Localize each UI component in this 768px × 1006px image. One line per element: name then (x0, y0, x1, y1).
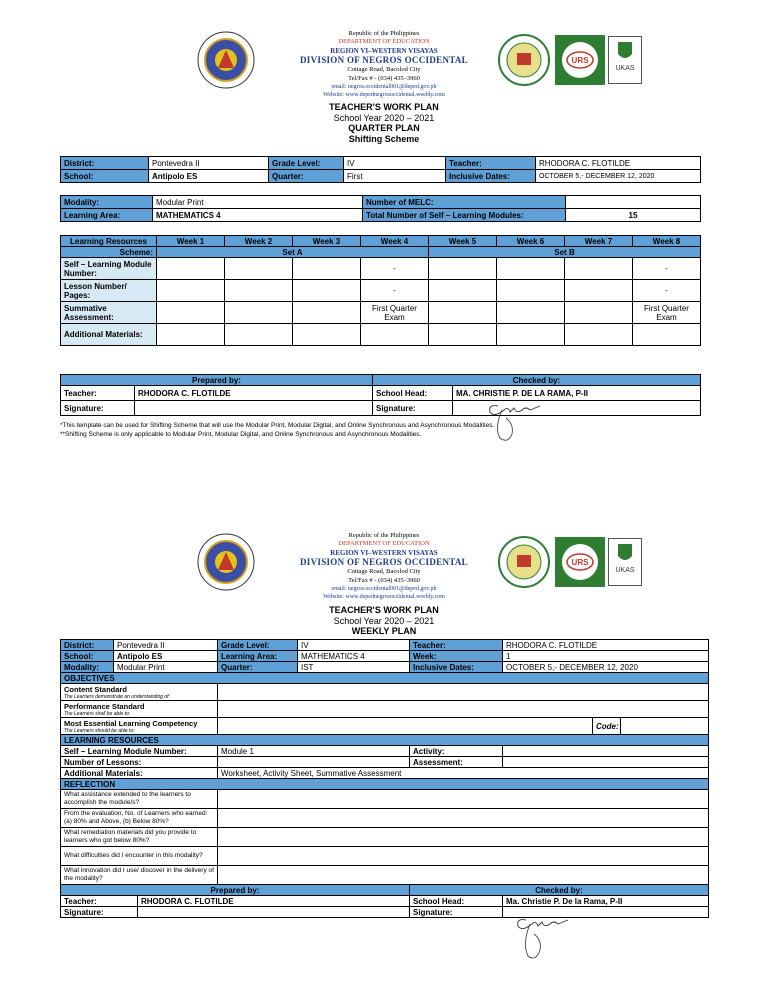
row-label: Self – Learning Module Number: (61, 258, 157, 280)
content-standard-value (218, 684, 709, 701)
assessment-value (503, 757, 709, 768)
content-standard-hint: The Learners demonstrate an understanding of: (64, 693, 170, 700)
footnote-1: *This template can be used for Shifting Scheme that will use the Modular Print, Modular Digital, and Online Synchronous and Asynchronous Modalities. (60, 422, 495, 429)
checked-by-header: Checked by: (410, 885, 709, 896)
reflection-answer (218, 847, 709, 866)
melc-hint: The Learners should be able to: (64, 727, 135, 734)
checked-by-header: Checked by: (373, 375, 701, 386)
plan-subtitle: Shifting Scheme (348, 133, 420, 144)
col-header: Week 6 (497, 236, 565, 247)
plan-title: TEACHER'S WORK PLAN (329, 605, 439, 615)
certification-badge-icon (554, 34, 606, 86)
school-year: School Year 2020 – 2021 (333, 112, 435, 123)
svg-text:URS: URS (571, 558, 589, 567)
table-cell (225, 324, 293, 346)
col-header: Week 8 (633, 236, 701, 247)
col-header: Week 7 (565, 236, 633, 247)
signature-label: Signature: (61, 401, 135, 416)
table-cell (497, 258, 565, 280)
teacher-value: RHODORA C. FLOTILDE (536, 157, 701, 170)
weekly-plan-title-block (0, 605, 768, 637)
school-label: School: (61, 651, 114, 662)
table-cell (157, 258, 225, 280)
signature-label: Signature: (373, 401, 453, 416)
reflection-question: What assistance extended to the learners to accomplish the module/s? (61, 790, 218, 809)
weekly-resources-table (60, 235, 701, 346)
signature-icon (510, 912, 580, 964)
teacher-signature-cell (138, 907, 410, 918)
modality-value: Modular Print (153, 196, 363, 209)
teacher-label: Teacher: (410, 640, 503, 651)
table-cell (225, 258, 293, 280)
table-cell (429, 258, 497, 280)
quarter-label: Quarter: (269, 170, 344, 183)
division-seal-icon (498, 536, 550, 588)
table-cell (497, 280, 565, 302)
table-cell (497, 324, 565, 346)
grade-label: Grade Level: (269, 157, 344, 170)
teacher-signature-cell (135, 401, 373, 416)
quarter-value: First (344, 170, 446, 183)
telfax-line: Tel/Fax # - (034) 435–3960 (348, 74, 420, 82)
performance-standard-hint: The Learners shall be able to: (64, 710, 131, 717)
table-cell (293, 302, 361, 324)
activity-value (503, 746, 709, 757)
content-standard-label: Content Standard (64, 684, 127, 694)
objectives-header: OBJECTIVES (61, 673, 709, 684)
modality-table (60, 195, 701, 222)
table-cell (157, 280, 225, 302)
table-cell (429, 280, 497, 302)
table-cell (565, 302, 633, 324)
plan-title: TEACHER'S WORK PLAN (329, 102, 439, 112)
reflection-answer (218, 866, 709, 885)
table-cell (157, 324, 225, 346)
set-a-header: Set A (157, 247, 429, 258)
melc-value (566, 196, 701, 209)
col-header: Week 3 (293, 236, 361, 247)
col-header: Week 1 (157, 236, 225, 247)
assessment-label: Assessment: (410, 757, 503, 768)
district-label: District: (61, 157, 149, 170)
lessons-label: Number of Lessons: (61, 757, 218, 768)
division-seal-icon (498, 34, 550, 86)
svg-text:URS: URS (571, 56, 589, 65)
svg-text:UKAS: UKAS (615, 567, 635, 574)
table-cell: First Quarter Exam (633, 302, 701, 324)
row-label: Lesson Number/ Pages: (61, 280, 157, 302)
table-cell: - (361, 280, 429, 302)
district-value: Pontevedra II (149, 157, 269, 170)
school-year: School Year 2020 – 2021 (333, 615, 435, 626)
signature-label: Signature: (61, 907, 138, 918)
area-label: Learning Area: (61, 209, 153, 222)
weekly-plan-table (60, 639, 709, 918)
grade-label: Grade Level: (218, 640, 298, 651)
reflection-question: What remediation materials did you provide to learners who got below 80%? (61, 828, 218, 847)
ukas-logo-icon (608, 36, 642, 84)
code-value (621, 718, 709, 735)
teacher-name: RHODORA C. FLOTILDE (135, 386, 373, 401)
dates-value: OCTOBER 5,- DECEMBER 12, 2020 (503, 662, 709, 673)
reflection-question: What innovation did I use/ discover in the delivery of the modality? (61, 866, 218, 885)
table-cell (429, 302, 497, 324)
module-label: Self – Learning Module Number: (61, 746, 218, 757)
address-line: Cottage Road, Bacolod City (347, 66, 421, 74)
table-cell: - (361, 258, 429, 280)
department-line: DEPARTMENT OF EDUCATION (338, 38, 430, 46)
area-value: MATHEMATICS 4 (298, 651, 410, 662)
website-line: Website: www.depednegrosoccidental.weebly.com (323, 92, 445, 99)
division-line: DIVISION OF NEGROS OCCIDENTAL (300, 557, 468, 568)
prepared-by-header: Prepared by: (61, 375, 373, 386)
address-line: Cottage Road, Bacolod City (347, 568, 421, 576)
content-standard (61, 684, 218, 701)
grade-value: IV (298, 640, 410, 651)
table-cell (361, 324, 429, 346)
modality-value: Modular Print (114, 662, 218, 673)
republic-line: Republic of the Philippines (348, 532, 420, 539)
table-cell (565, 258, 633, 280)
email-line: email: negros.occidental001@deped.gov.ph (331, 586, 437, 593)
quarter-info-table (60, 156, 701, 183)
teacher-label: Teacher: (61, 386, 135, 401)
set-b-header: Set B (429, 247, 701, 258)
melc-label: Most Essential Learning Competency (64, 718, 198, 728)
district-label: District: (61, 640, 114, 651)
quarter-plan-title-block (0, 102, 768, 144)
modules-label: Total Number of Self – Learning Modules: (363, 209, 566, 222)
district-value: Pontevedra II (114, 640, 218, 651)
school-value: Antipolo ES (114, 651, 218, 662)
footnote-2: **Shifting Scheme is only applicable to Modular Print, Modular Digital, and Online Synchronous and Asynchronous Modalities. (60, 431, 422, 438)
republic-line: Republic of the Philippines (348, 30, 420, 37)
telfax-line: Tel/Fax # - (034) 435–3960 (348, 576, 420, 584)
row-label: Additional Materials: (61, 324, 157, 346)
grade-value: IV (344, 157, 446, 170)
signature-label: Signature: (410, 907, 503, 918)
website-line: Website: www.depednegrosoccidental.weebly.com (323, 594, 445, 601)
scheme-label: Scheme: (61, 247, 157, 258)
teacher-value: RHODORA C. FLOTILDE (503, 640, 709, 651)
table-cell (497, 302, 565, 324)
learning-resources-header: LEARNING RESOURCES (61, 735, 709, 746)
table-cell (293, 258, 361, 280)
table-cell (225, 280, 293, 302)
performance-standard-value (218, 701, 709, 718)
materials-label: Additional Materials: (61, 768, 218, 779)
melc (61, 718, 218, 735)
area-value: MATHEMATICS 4 (153, 209, 363, 222)
ukas-logo-icon (608, 538, 642, 586)
lessons-value (218, 757, 410, 768)
table-cell: - (633, 280, 701, 302)
table-cell (633, 324, 701, 346)
school-value: Antipolo ES (149, 170, 269, 183)
teacher-name: RHODORA C. FLOTILDE (138, 896, 410, 907)
col-header: Week 2 (225, 236, 293, 247)
email-line: email: negros.occidental001@deped.gov.ph (331, 84, 437, 91)
dates-value: OCTOBER 5,- DECEMBER 12, 2020 (536, 170, 701, 183)
row-label: Summative Assessment: (61, 302, 157, 324)
activity-label: Activity: (410, 746, 503, 757)
prepared-by-header: Prepared by: (61, 885, 410, 896)
week-value: 1 (503, 651, 709, 662)
table-cell (565, 280, 633, 302)
area-label: Learning Area: (218, 651, 298, 662)
table-cell (293, 324, 361, 346)
week-label: Week: (410, 651, 503, 662)
table-cell (157, 302, 225, 324)
quarter-label: Quarter: (218, 662, 298, 673)
col-header: Learning Resources (61, 236, 157, 247)
reflection-header: REFLECTION (61, 779, 709, 790)
teacher-label: Teacher: (446, 157, 536, 170)
svg-text:UKAS: UKAS (615, 65, 635, 72)
reflection-question: From the evaluation, No. of Learners who earned: (a) 80% and Above, (b) Below 80%? (61, 809, 218, 828)
code-label: Code: (593, 718, 621, 735)
table-cell: - (633, 258, 701, 280)
col-header: Week 4 (361, 236, 429, 247)
table-cell (225, 302, 293, 324)
region-line: REGION VI–WESTERN VISAYAS (330, 46, 438, 55)
quarter-signoff-table (60, 374, 701, 416)
school-label: School: (61, 170, 149, 183)
module-value: Module 1 (218, 746, 410, 757)
department-line: DEPARTMENT OF EDUCATION (338, 540, 430, 548)
melc-value (218, 718, 593, 735)
materials-value: Worksheet, Activity Sheet, Summative Assessment (218, 768, 709, 779)
modality-label: Modality: (61, 662, 114, 673)
school-head-name: Ma. Christie P. De la Rama, P-II (503, 896, 709, 907)
school-head-name: MA. CHRISTIE P. DE LA RAMA, P-II (453, 386, 701, 401)
school-head-label: School Head: (410, 896, 503, 907)
performance-standard-label: Performance Standard (64, 701, 145, 711)
quarter-value: IST (298, 662, 410, 673)
melc-label: Number of MELC: (363, 196, 566, 209)
table-cell (429, 324, 497, 346)
teacher-label: Teacher: (61, 896, 138, 907)
performance-standard (61, 701, 218, 718)
certification-badge-icon (554, 536, 606, 588)
plan-type: WEEKLY PLAN (351, 626, 417, 636)
col-header: Week 5 (429, 236, 497, 247)
table-cell (565, 324, 633, 346)
reflection-question: What difficulties did I encounter in this modality? (61, 847, 218, 866)
dates-label: Inclusive Dates: (410, 662, 503, 673)
modules-value: 15 (566, 209, 701, 222)
reflection-answer (218, 828, 709, 847)
table-cell: First Quarter Exam (361, 302, 429, 324)
modality-label: Modality: (61, 196, 153, 209)
region-line: REGION VI–WESTERN VISAYAS (330, 548, 438, 557)
reflection-answer (218, 790, 709, 809)
school-head-label: School Head: (373, 386, 453, 401)
division-line: DIVISION OF NEGROS OCCIDENTAL (300, 55, 468, 66)
plan-type: QUARTER PLAN (348, 123, 420, 133)
table-cell (293, 280, 361, 302)
dates-label: Inclusive Dates: (446, 170, 536, 183)
reflection-answer (218, 809, 709, 828)
